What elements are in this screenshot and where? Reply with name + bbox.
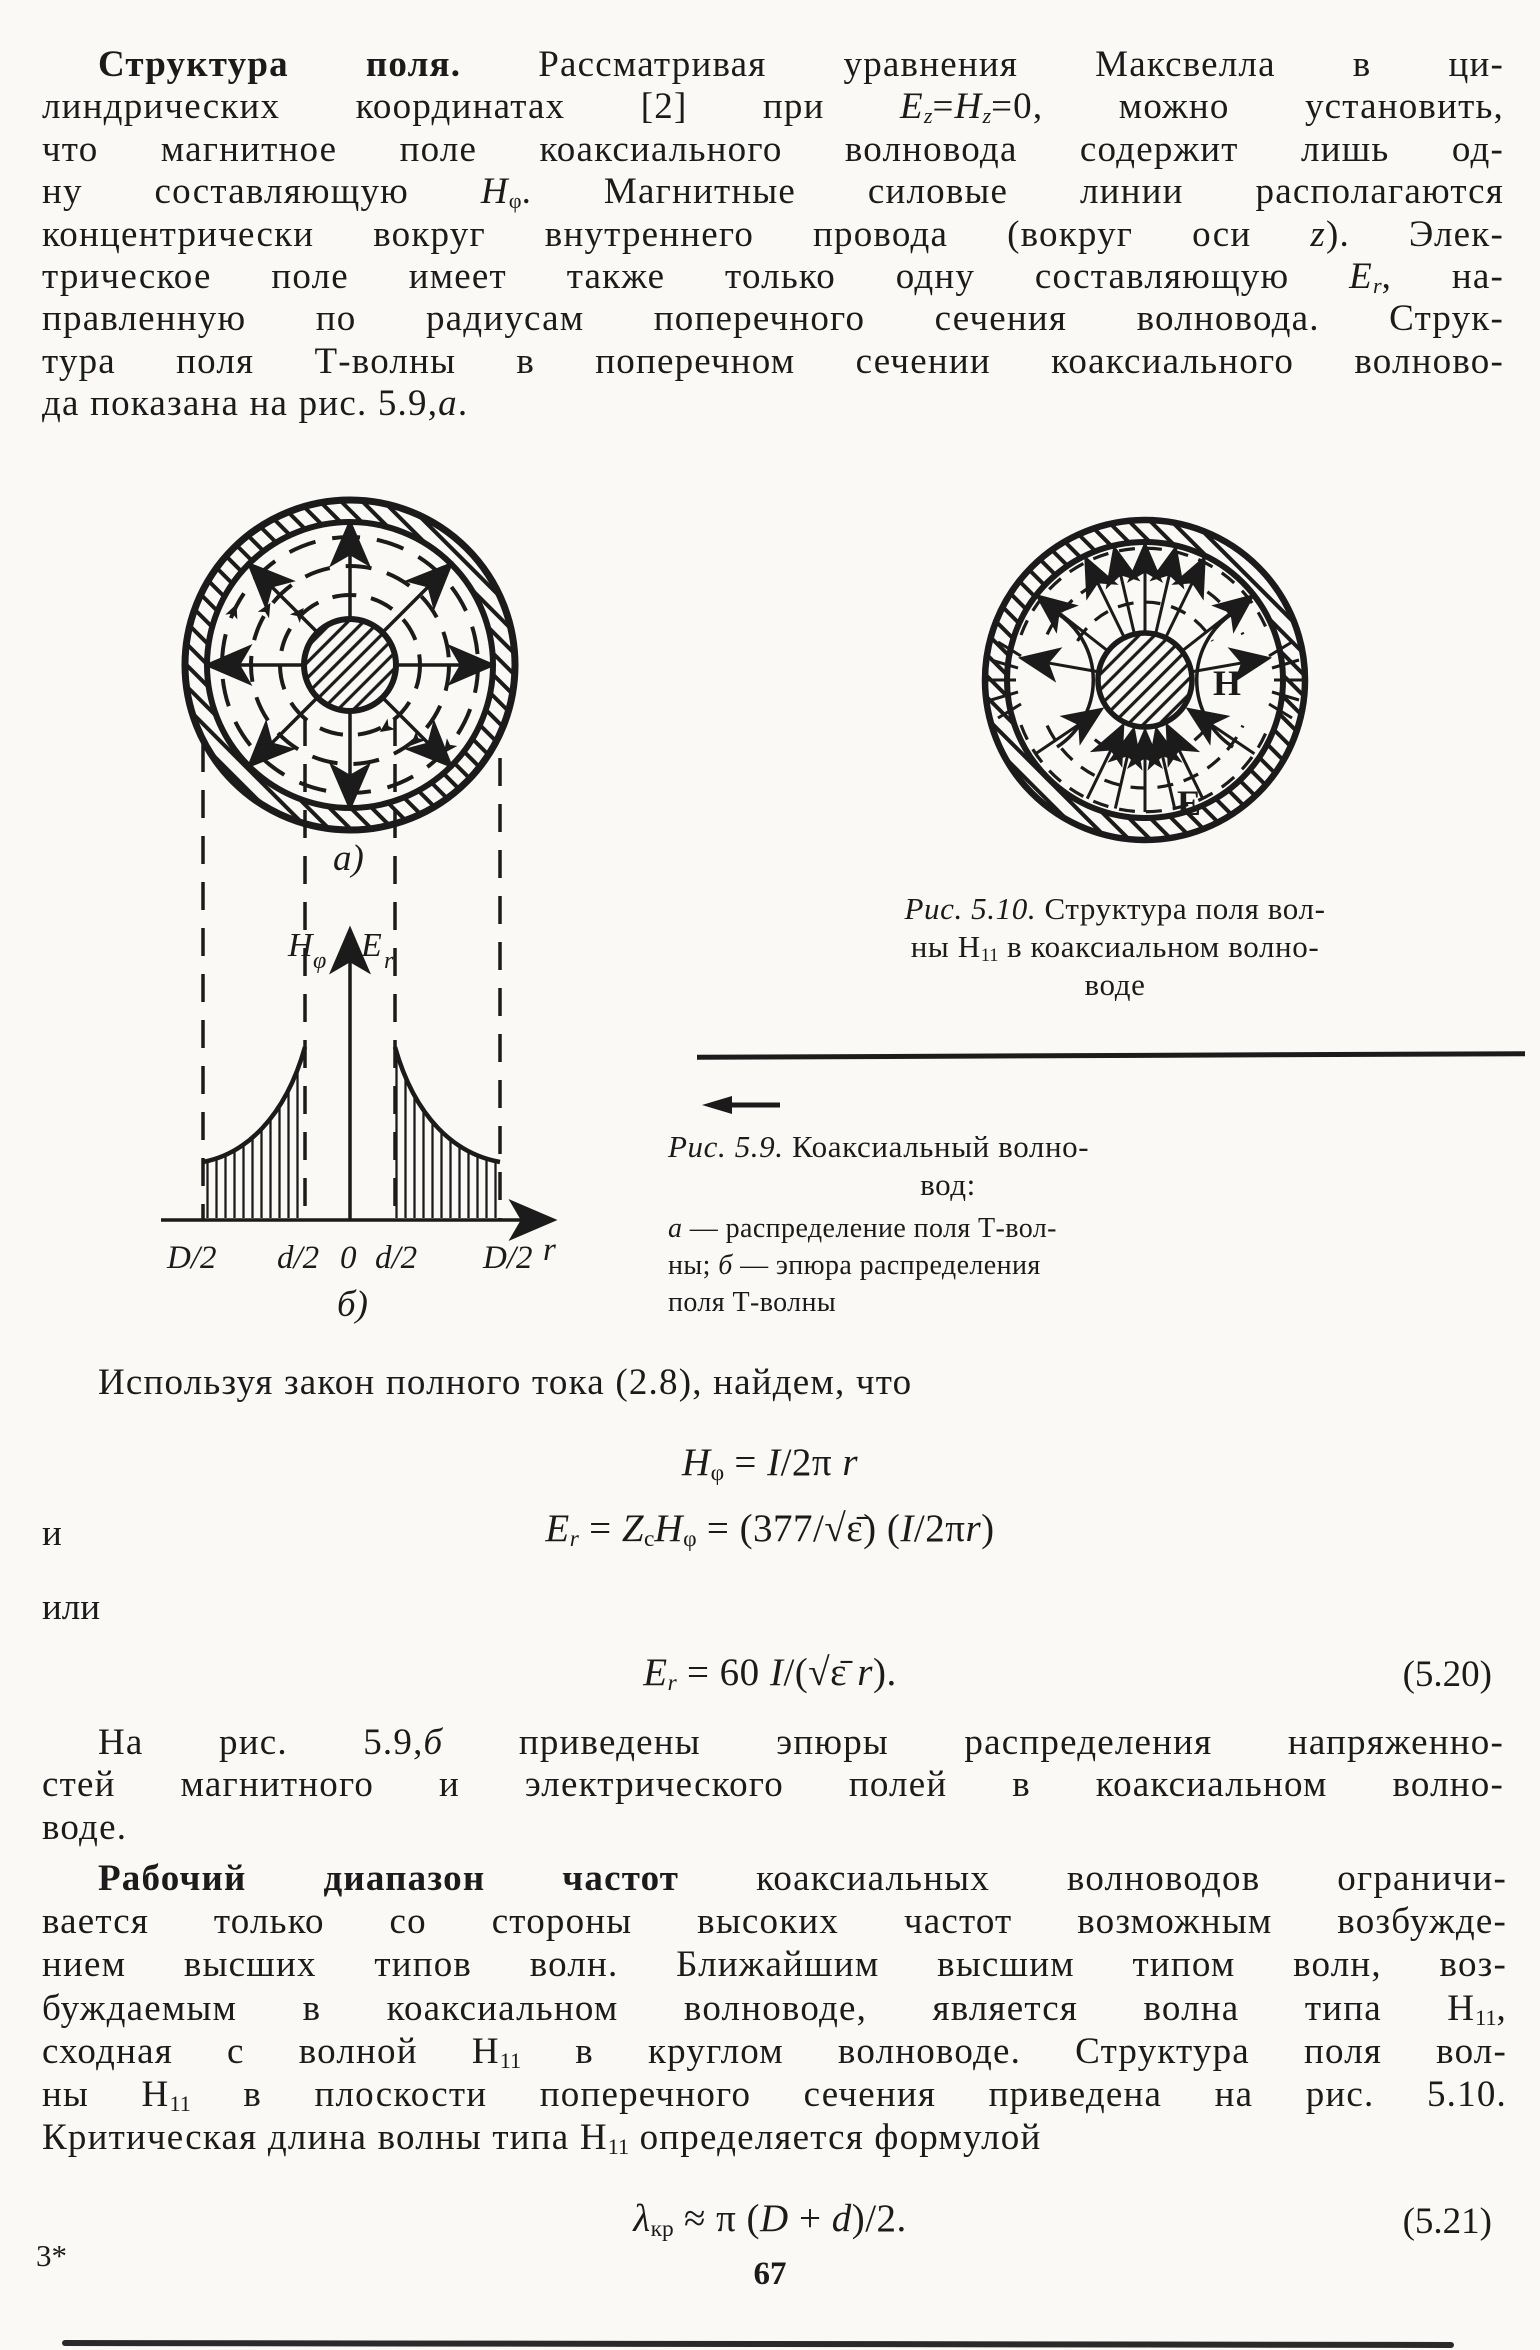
figure-5-9-caption xyxy=(668,1128,1308,1204)
y-axis-label-h: H xyxy=(288,927,313,964)
panel-b-label: б) xyxy=(337,1284,368,1325)
y-axis-label-h-sub: φ xyxy=(313,948,327,974)
text-line: Критическая длина волны типа $Н_{11}$ определяется формулой xyxy=(42,2117,1042,2160)
page-number: 67 xyxy=(753,2256,787,2292)
text-line: стей магнитного и электрического полей в коаксиальном волно- xyxy=(42,1764,1504,1806)
text-line: трическое поле имеет также только одну составляющую $E_r$, на- xyxy=(42,256,1504,298)
text-line: буждаемым в коаксиальном волноводе, является волна типа $Н_{11}$, xyxy=(42,1987,1507,2030)
left-arrow-icon xyxy=(700,1092,782,1118)
caption-line: а — распределение поля Т-вол- xyxy=(668,1213,1057,1244)
svg-text:d/2: d/2 xyxy=(375,1240,418,1276)
figure-5-9-caption-detail xyxy=(668,1210,1368,1321)
equation-number-5-20: (5.20) xyxy=(1402,1654,1492,1695)
paragraph-current-law xyxy=(42,1362,1504,1404)
text-line: воде. xyxy=(42,1806,128,1848)
field-intensity-area-left xyxy=(203,1047,305,1218)
page-edge-shadow xyxy=(62,2340,1454,2348)
coax-h11-figure xyxy=(955,485,1365,875)
svg-text:0: 0 xyxy=(340,1240,357,1276)
formula-5-21: $\lambda_{кр} \approx \pi$ (D + d)/2. xyxy=(633,2197,907,2243)
caption-line: Рис. 5.10. Структура поля вол- xyxy=(904,891,1326,926)
text-line: ны $Н_{11}$ в плоскости поперечного сечения приведена на рис. 5.10. xyxy=(42,2074,1507,2116)
text-line: что магнитное поле коаксиального волновода содержит лишь од- xyxy=(42,128,1504,170)
figure-5-9-diagram xyxy=(95,478,575,1358)
paragraph-frequency-range xyxy=(42,1857,1507,2159)
text-line: правленную по радиусам поперечного сечения волновода. Струк- xyxy=(42,298,1504,340)
separator-rule xyxy=(697,1051,1525,1060)
caption-line: поля Т-волны xyxy=(668,1287,837,1318)
y-axis-label-e: E xyxy=(361,927,382,964)
field-intensity-area-right xyxy=(395,1047,500,1218)
caption-line: воде xyxy=(1084,967,1146,1002)
text-line: Рабочий диапазон частот коаксиальных волноводов ограничи- xyxy=(98,1858,1507,1899)
text-line: ну составляющую $H_\varphi$. Магнитные силовые линии располагаются xyxy=(42,171,1504,214)
inner-conductor xyxy=(304,619,396,711)
conjunction-or: или xyxy=(42,1587,101,1628)
signature-mark: 3* xyxy=(36,2238,67,2273)
caption-line: Рис. 5.9. Коаксиальный волно- xyxy=(668,1129,1090,1164)
svg-text:D/2: D/2 xyxy=(483,1240,533,1276)
panel-a-label: а) xyxy=(333,838,364,879)
text-line: сходная с волной $Н_{11}$ в круглом волноводе. Структура поля вол- xyxy=(42,2030,1507,2073)
paragraph-field-structure xyxy=(42,44,1504,426)
figure-5-10-caption xyxy=(790,890,1440,1004)
h-field-label: H xyxy=(1213,663,1242,703)
text-line: Используя закон полного тока (2.8), найдем, что xyxy=(98,1362,913,1403)
text-line: Структура поля. Рассматривая уравнения Максвелла в ци- xyxy=(98,44,1504,85)
caption-line: ны; б — эпюра распределения xyxy=(668,1250,1041,1281)
text-line: вается только со стороны высоких частот возможным возбужде- xyxy=(42,1901,1507,1943)
formula-e-r-expanded: $E_r = Z_сH_\varphi$ = (377/√ε̄) (I/2πr) xyxy=(545,1507,995,1553)
caption-line: ны $Н_{11}$ в коаксиальном волно- xyxy=(910,929,1320,967)
svg-text:r: r xyxy=(543,1232,556,1268)
e-field-label: E xyxy=(1177,783,1202,823)
text-line: На рис. 5.9,б приведены эпюры распределения напряженно- xyxy=(98,1722,1504,1763)
conjunction-and: и xyxy=(42,1513,62,1554)
text-line: концентрически вокруг внутреннего провода (вокруг оси z). Элек- xyxy=(42,213,1504,255)
coax-t-wave-figure xyxy=(95,478,575,1358)
caption-line: вод: xyxy=(920,1167,976,1202)
text-line: тура поля Т-волны в поперечном сечении коаксиального волново- xyxy=(42,340,1504,382)
figure-5-10-diagram xyxy=(955,485,1365,875)
svg-text:d/2: d/2 xyxy=(277,1240,320,1276)
paragraph-epure xyxy=(42,1722,1504,1849)
formula-5-20: $E_r = 60$ I/(√ε̄ r). xyxy=(643,1651,897,1697)
equation-number-5-21: (5.21) xyxy=(1402,2201,1492,2242)
x-axis-ticks xyxy=(166,1232,556,1276)
text-line: нием высших типов волн. Ближайшим высшим типом волн, воз- xyxy=(42,1944,1507,1986)
inner-conductor xyxy=(1098,633,1192,727)
formula-h-phi: $H_\varphi = I/2\pi$ r xyxy=(681,1441,859,1487)
text-line: да показана на рис. 5.9,а. xyxy=(42,383,469,425)
svg-text:D/2: D/2 xyxy=(167,1240,217,1276)
text-line: линдрических координатах [2] при $E_z=H_z=0$, можно установить, xyxy=(42,86,1504,129)
y-axis-label-e-sub2: r xyxy=(384,948,394,974)
